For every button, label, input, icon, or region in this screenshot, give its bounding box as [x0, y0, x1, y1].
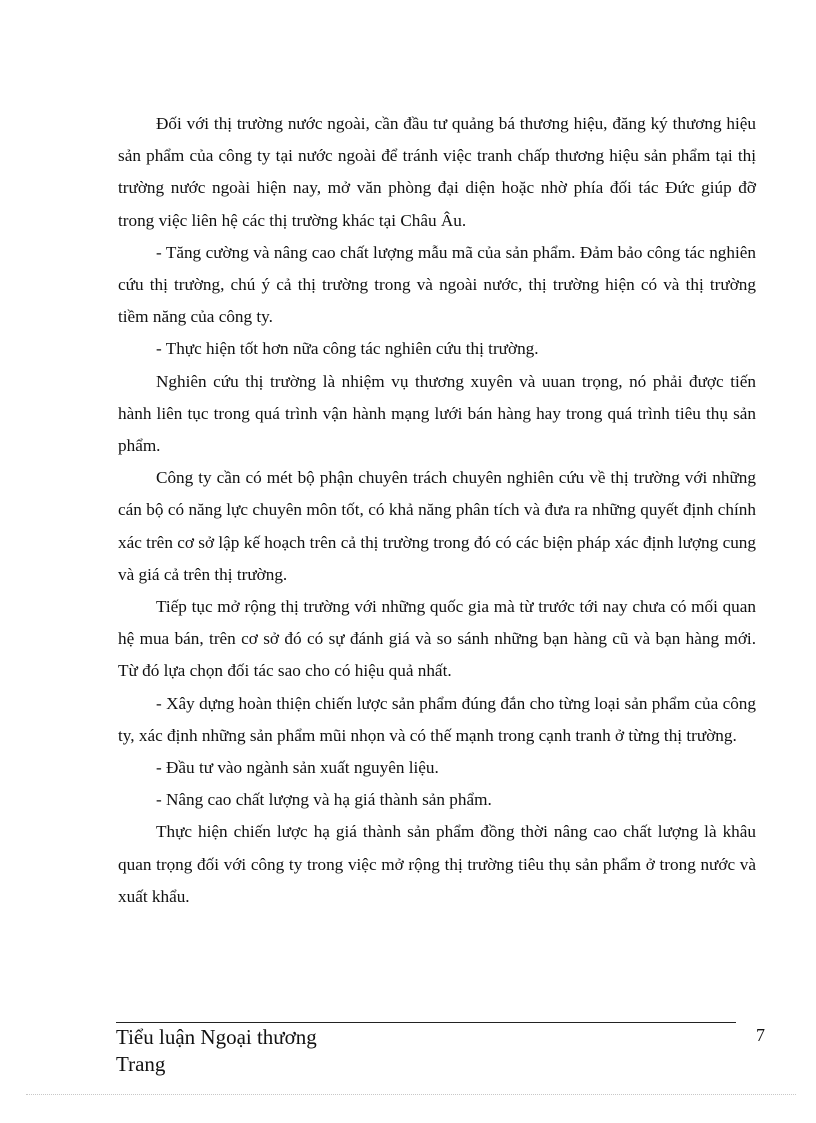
paragraph: Nghiên cứu thị trường là nhiệm vụ thương xuyên và uuan trọng, nó phải được tiến hành liên tục trong quá trình vận hành mạng lưới bán hàng hay trong quá trình tiêu thụ sản phẩm. — [118, 371, 756, 456]
footer-divider — [116, 1022, 736, 1023]
document-body — [118, 108, 756, 913]
paragraph: Đối với thị trường nước ngoài, cần đầu tư quảng bá thương hiệu, đăng ký thương hiệu sản phẩm của công ty tại nước ngoài để tránh việc tranh chấp thương hiệu sản phẩm tại thị trường nước ngoài hiện nay, mở văn phòng đại diện hoặc nhờ phía đối tác Đức giúp đỡ trong việc liên hệ các thị trường khác tại Châu Âu. — [118, 114, 756, 230]
footer-title: Tiểu luận Ngoại thương — [116, 1025, 317, 1049]
paragraph: - Xây dựng hoàn thiện chiến lược sản phẩm đúng đắn cho từng loại sản phẩm của công ty, xác định những sản phẩm mũi nhọn và có thế mạnh trong cạnh tranh ở từng thị trường. — [118, 693, 756, 745]
paragraph: - Thực hiện tốt hơn nữa công tác nghiên cứu thị trường. — [156, 339, 539, 359]
paragraph: - Nâng cao chất lượng và hạ giá thành sản phẩm. — [156, 790, 492, 810]
footer-page-label: Trang — [116, 1052, 166, 1076]
page-break-line — [26, 1094, 796, 1095]
paragraph: Thực hiện chiến lược hạ giá thành sản phẩm đồng thời nâng cao chất lượng là khâu quan trọng đối với công ty trong việc mở rộng thị trường tiêu thụ sản phẩm ở trong nước và xuất khẩu. — [118, 822, 756, 906]
paragraph: Tiếp tục mở rộng thị trường với những quốc gia mà từ trước tới nay chưa có mối quan hệ mua bán, trên cơ sở đó có sự đánh giá và so sánh những bạn hàng cũ và bạn hàng mới. Từ đó lựa chọn đối tác sao cho có hiệu quả nhất. — [118, 597, 756, 681]
page-number: 7 — [756, 1025, 765, 1045]
paragraph: - Tăng cường và nâng cao chất lượng mẫu mã của sản phẩm. Đảm bảo công tác nghiên cứu thị trường, chú ý cả thị trường trong và ngoài nước, thị trường hiện có và thị trường tiềm năng của công ty. — [118, 242, 756, 327]
paragraph: - Đầu tư vào ngành sản xuất nguyên liệu. — [156, 758, 439, 778]
paragraph: Công ty cần có mét bộ phận chuyên trách chuyên nghiên cứu về thị trường với những cán bộ có năng lực chuyên môn tốt, có khả năng phân tích và đưa ra những quyết định chính xác trên cơ sở lập kế hoạch trên cả thị trường trong đó có các biện pháp xác định lượng cung và giá cả trên thị trường. — [118, 468, 756, 584]
